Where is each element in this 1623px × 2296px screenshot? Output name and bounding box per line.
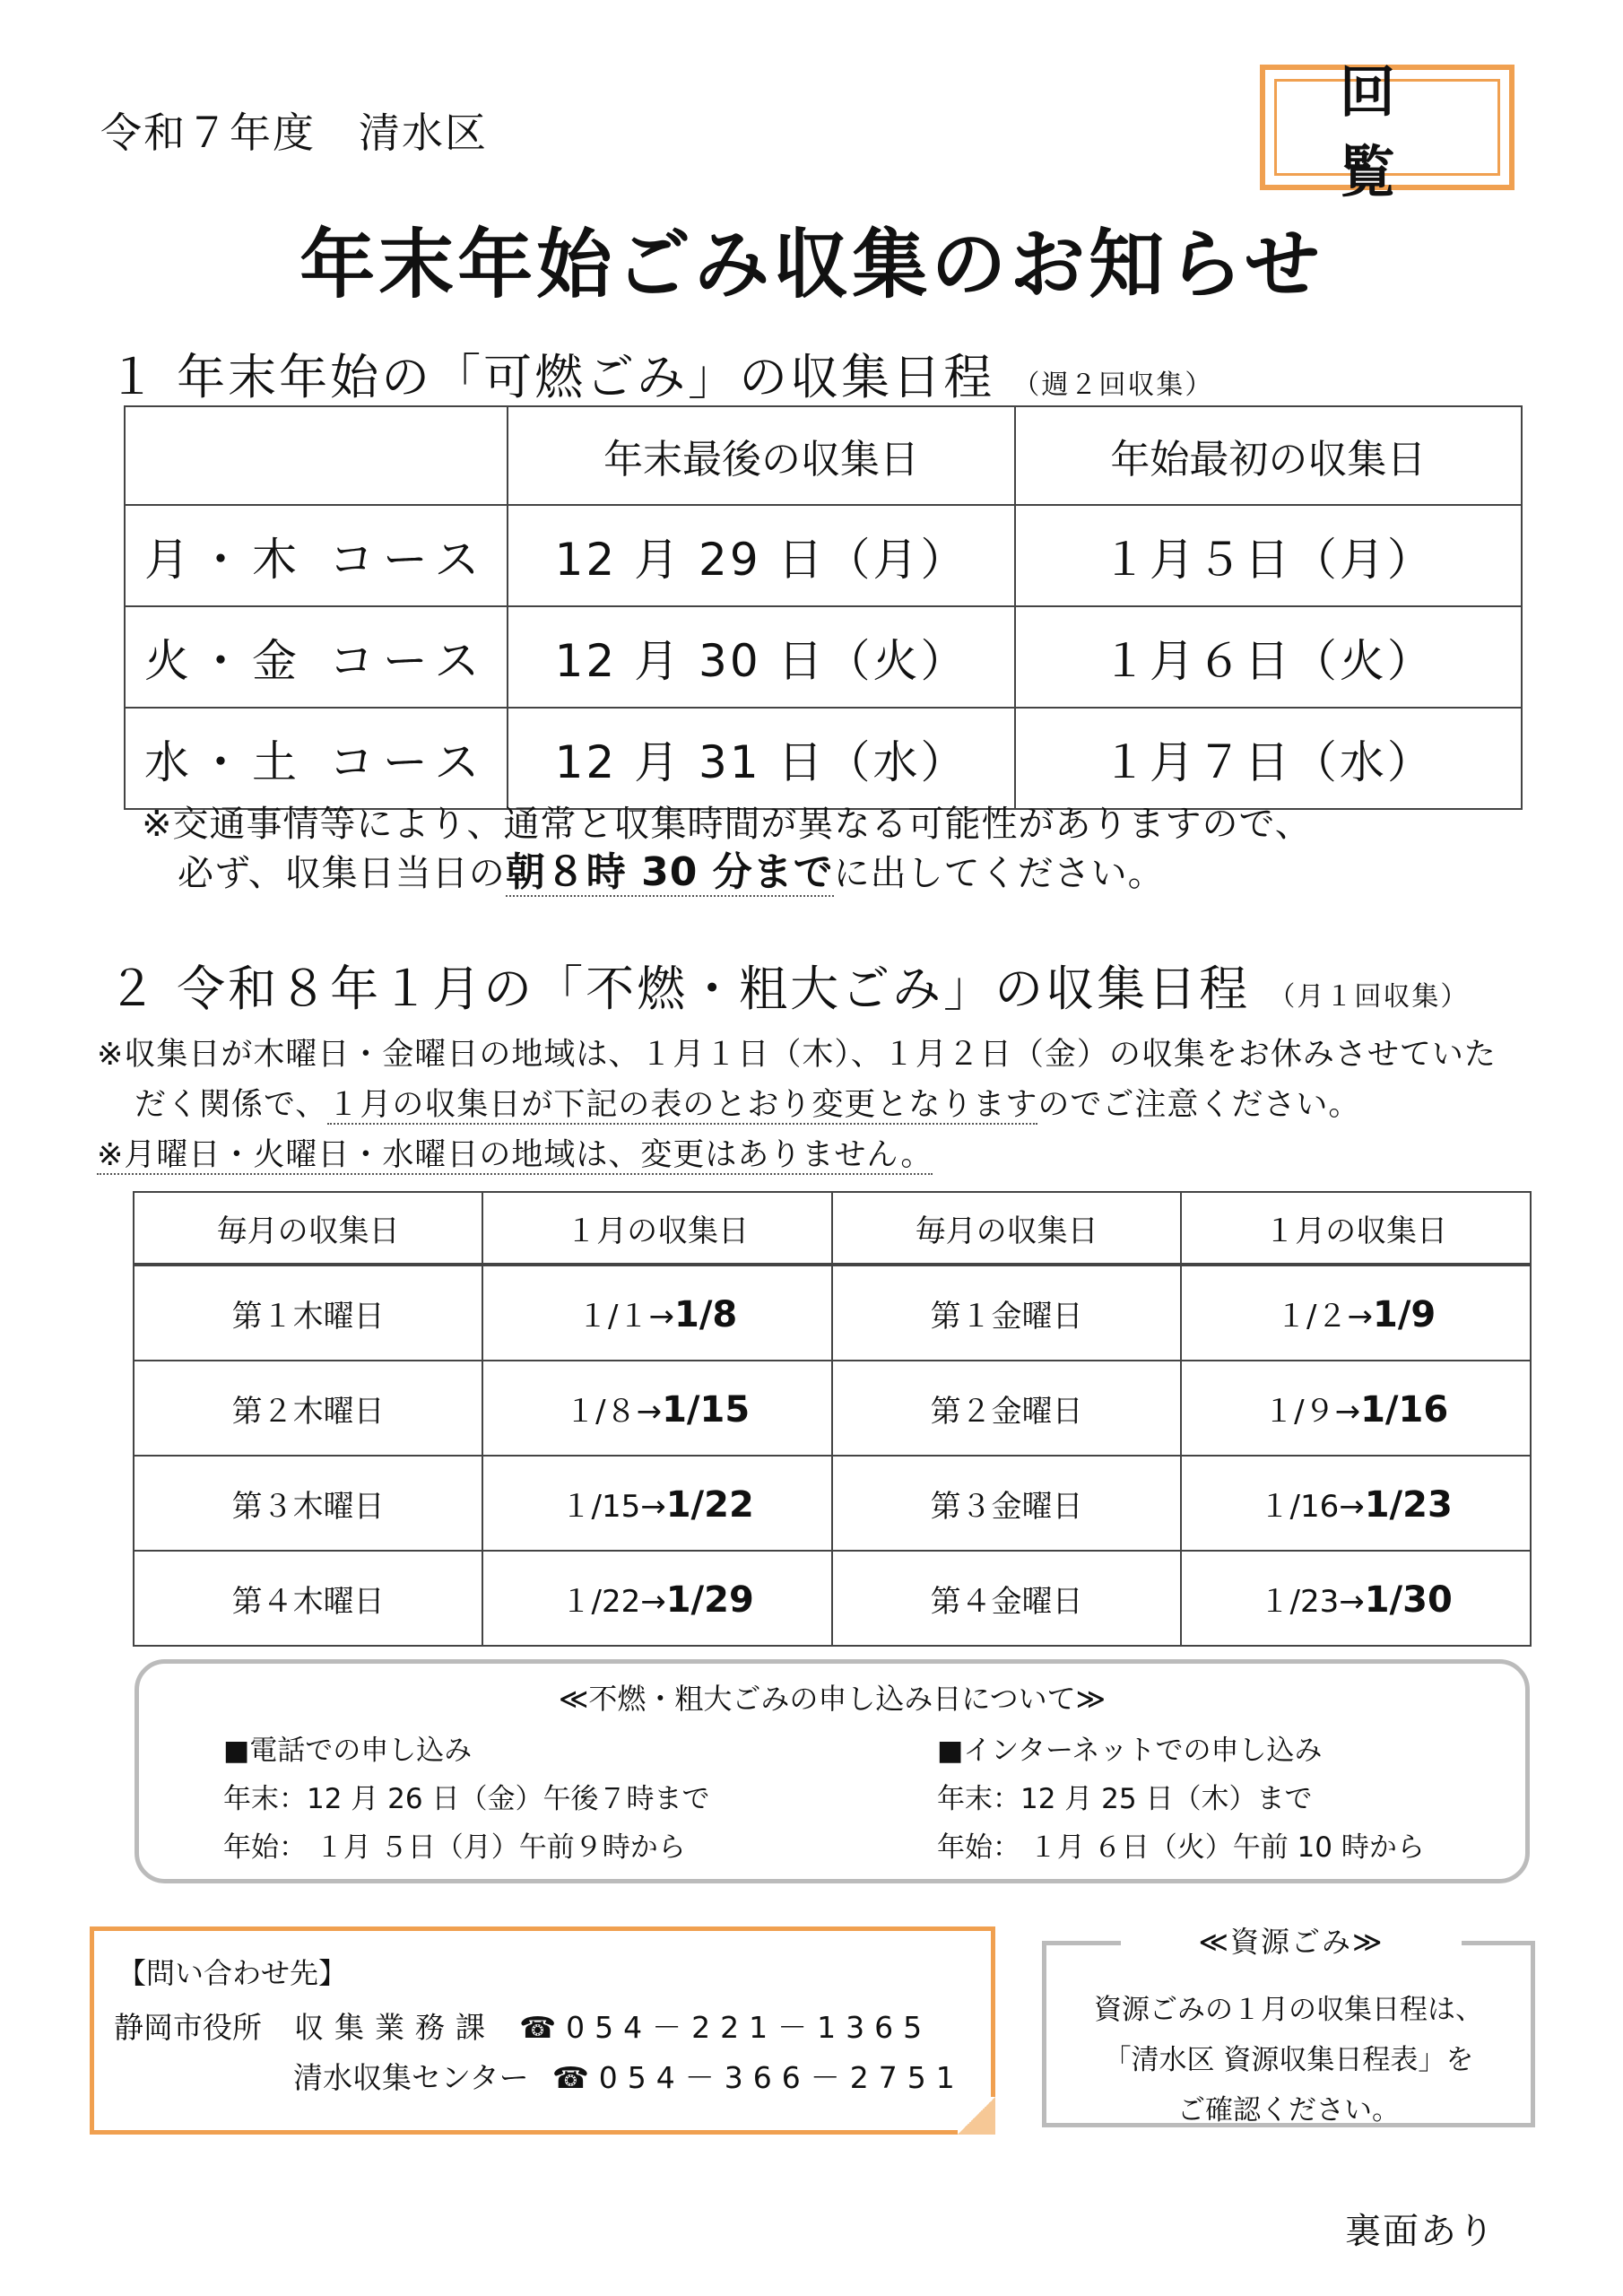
page-curl-decoration bbox=[958, 2097, 995, 2135]
contact-org: 静岡市役所 bbox=[114, 2010, 262, 2045]
old-date: １/２→ bbox=[1276, 1298, 1373, 1335]
contact-box bbox=[90, 1926, 995, 2135]
table-row bbox=[134, 1361, 1531, 1456]
note-line bbox=[142, 848, 1312, 898]
new-date: 1/23 bbox=[1364, 1483, 1453, 1526]
note-text: に出してください。 bbox=[833, 853, 1165, 894]
last-collection-cell: 12 月 31 日（水） bbox=[508, 708, 1014, 809]
last-collection-cell: 12 月 29 日（月） bbox=[508, 505, 1014, 606]
internet-application bbox=[937, 1726, 1425, 1872]
section1-heading bbox=[108, 339, 1213, 408]
note-line bbox=[97, 1080, 1567, 1130]
internet-new-year: 年始： １月 ６日（火）午前 10 時から bbox=[937, 1831, 1425, 1864]
deadline-emphasis: 朝８時 30 分まで bbox=[505, 849, 834, 895]
circulation-stamp bbox=[1260, 59, 1515, 204]
table-row bbox=[134, 1456, 1531, 1551]
friday-cell: 第４金曜日 bbox=[832, 1551, 1181, 1646]
contact-dept: 収集業務課 bbox=[294, 2010, 496, 2045]
table-row bbox=[125, 505, 1522, 606]
note-line bbox=[97, 1130, 1567, 1180]
old-date: １/８→ bbox=[565, 1393, 663, 1430]
table-header-cell: 毎月の収集日 bbox=[832, 1192, 1181, 1265]
back-side-notice: 裏面あり bbox=[1345, 2211, 1496, 2252]
contact-phone: ☎054－221－1365 bbox=[519, 2010, 933, 2045]
resource-line: ご確認ください。 bbox=[1177, 2094, 1400, 2126]
resource-line: 「清水区 資源収集日程表」を bbox=[1103, 2044, 1474, 2076]
section1-frequency: （週２回収集） bbox=[1012, 370, 1214, 401]
table-header-cell: 毎月の収集日 bbox=[134, 1192, 482, 1265]
course-cell: 水・土 コース bbox=[125, 708, 508, 809]
phone-year-end: 年末：12 月 26 日（金）午後７時まで bbox=[223, 1783, 710, 1815]
new-date: 1/22 bbox=[665, 1483, 754, 1526]
new-date: 1/15 bbox=[662, 1388, 751, 1431]
friday-january-cell bbox=[1181, 1456, 1531, 1551]
internet-heading: ■インターネットでの申し込み bbox=[937, 1735, 1323, 1767]
note-text: 必ず、収集日当日の bbox=[178, 853, 506, 894]
thursday-january-cell bbox=[482, 1551, 832, 1646]
fiscal-year: 令和７年度 bbox=[100, 109, 316, 157]
first-collection-cell: １月６日（火） bbox=[1015, 606, 1522, 708]
section2-heading bbox=[108, 951, 1469, 1020]
course-cell: 火・金 コース bbox=[125, 606, 508, 708]
first-collection-cell: １月７日（水） bbox=[1015, 708, 1522, 809]
page-title: 年末年始ごみ収集のお知らせ bbox=[299, 221, 1324, 309]
contact-phone: ☎054－366－2751 bbox=[551, 2060, 965, 2095]
old-date: １/15→ bbox=[560, 1488, 666, 1525]
section2-heading-text: ２ 令和８年１月の「不燃・粗大ごみ」の収集日程 bbox=[108, 961, 1251, 1017]
phone-heading: ■電話での申し込み bbox=[223, 1735, 473, 1767]
table-header-cell bbox=[125, 406, 508, 505]
table-row bbox=[134, 1265, 1531, 1361]
thursday-cell: 第３木曜日 bbox=[134, 1456, 482, 1551]
last-collection-cell: 12 月 30 日（火） bbox=[508, 606, 1014, 708]
new-date: 1/30 bbox=[1364, 1578, 1453, 1621]
internet-year-end: 年末：12 月 25 日（木）まで bbox=[937, 1783, 1313, 1815]
thursday-january-cell bbox=[482, 1265, 832, 1361]
table-header-cell: １月の収集日 bbox=[1181, 1192, 1531, 1265]
resource-line: 資源ごみの１月の収集日程は、 bbox=[1094, 1994, 1483, 2026]
change-emphasis: １月の収集日が下記の表のとおり変更となります bbox=[327, 1087, 1038, 1123]
new-date: 1/9 bbox=[1372, 1293, 1436, 1335]
friday-january-cell bbox=[1181, 1361, 1531, 1456]
new-date: 1/16 bbox=[1360, 1388, 1449, 1431]
course-cell: 月・木 コース bbox=[125, 505, 508, 606]
note-text: のでご注意ください。 bbox=[1037, 1087, 1361, 1123]
thursday-cell: 第４木曜日 bbox=[134, 1551, 482, 1646]
resource-body bbox=[1046, 1985, 1531, 2135]
old-date: １/９→ bbox=[1263, 1393, 1361, 1430]
no-change-note: ※月曜日・火曜日・水曜日の地域は、変更はありません。 bbox=[97, 1137, 933, 1173]
old-date: １/16→ bbox=[1259, 1488, 1365, 1525]
header-year-ward bbox=[100, 100, 488, 160]
table-row bbox=[125, 708, 1522, 809]
ward-name: 清水区 bbox=[359, 109, 488, 157]
contact-dept: 清水収集センター bbox=[293, 2060, 529, 2095]
table-header-cell: １月の収集日 bbox=[482, 1192, 832, 1265]
note-line: ※収集日が木曜日・金曜日の地域は、１月１日（木）、１月２日（金）の収集をお休みさせていた bbox=[97, 1037, 1497, 1073]
circulation-label: 回覧 bbox=[1274, 79, 1500, 176]
section2-note bbox=[97, 1030, 1567, 1180]
table-row bbox=[134, 1551, 1531, 1646]
contact-row bbox=[293, 2055, 965, 2097]
thursday-cell: 第１木曜日 bbox=[134, 1265, 482, 1361]
table-header-cell: 年末最後の収集日 bbox=[508, 406, 1014, 505]
first-collection-cell: １月５日（月） bbox=[1015, 505, 1522, 606]
section1-note bbox=[142, 800, 1312, 898]
resource-title: ≪資源ごみ≫ bbox=[1121, 1919, 1462, 1961]
contact-row bbox=[114, 2005, 932, 2047]
note-text: だく関係で、 bbox=[135, 1087, 328, 1123]
thursday-january-cell bbox=[482, 1456, 832, 1551]
burnable-schedule-table bbox=[124, 405, 1523, 810]
thursday-january-cell bbox=[482, 1361, 832, 1456]
phone-application bbox=[223, 1726, 709, 1872]
contact-heading: 【問い合わせ先】 bbox=[117, 1956, 348, 1990]
old-date: １/22→ bbox=[560, 1583, 666, 1620]
friday-cell: 第３金曜日 bbox=[832, 1456, 1181, 1551]
friday-january-cell bbox=[1181, 1265, 1531, 1361]
friday-january-cell bbox=[1181, 1551, 1531, 1646]
thursday-cell: 第２木曜日 bbox=[134, 1361, 482, 1456]
application-info-box bbox=[135, 1659, 1530, 1883]
application-title: ≪不燃・粗大ごみの申し込み日について≫ bbox=[558, 1682, 1107, 1716]
new-date: 1/8 bbox=[673, 1293, 738, 1335]
table-header-cell: 年始最初の収集日 bbox=[1015, 406, 1522, 505]
old-date: １/23→ bbox=[1259, 1583, 1365, 1620]
section2-frequency: （月１回収集） bbox=[1268, 981, 1470, 1013]
table-header-row bbox=[134, 1192, 1531, 1265]
old-date: １/１→ bbox=[577, 1298, 674, 1335]
table-row bbox=[125, 606, 1522, 708]
note-line: ※交通事情等により、通常と収集時間が異なる可能性がありますので、 bbox=[142, 804, 1312, 845]
phone-new-year: 年始： １月 ５日（月）午前９時から bbox=[223, 1831, 686, 1864]
new-date: 1/29 bbox=[665, 1578, 754, 1621]
friday-cell: 第１金曜日 bbox=[832, 1265, 1181, 1361]
bulky-schedule-table bbox=[133, 1191, 1532, 1647]
resource-box bbox=[1042, 1941, 1535, 2127]
table-header-row bbox=[125, 406, 1522, 505]
section1-heading-text: １ 年末年始の「可燃ごみ」の収集日程 bbox=[108, 349, 995, 405]
friday-cell: 第２金曜日 bbox=[832, 1361, 1181, 1456]
